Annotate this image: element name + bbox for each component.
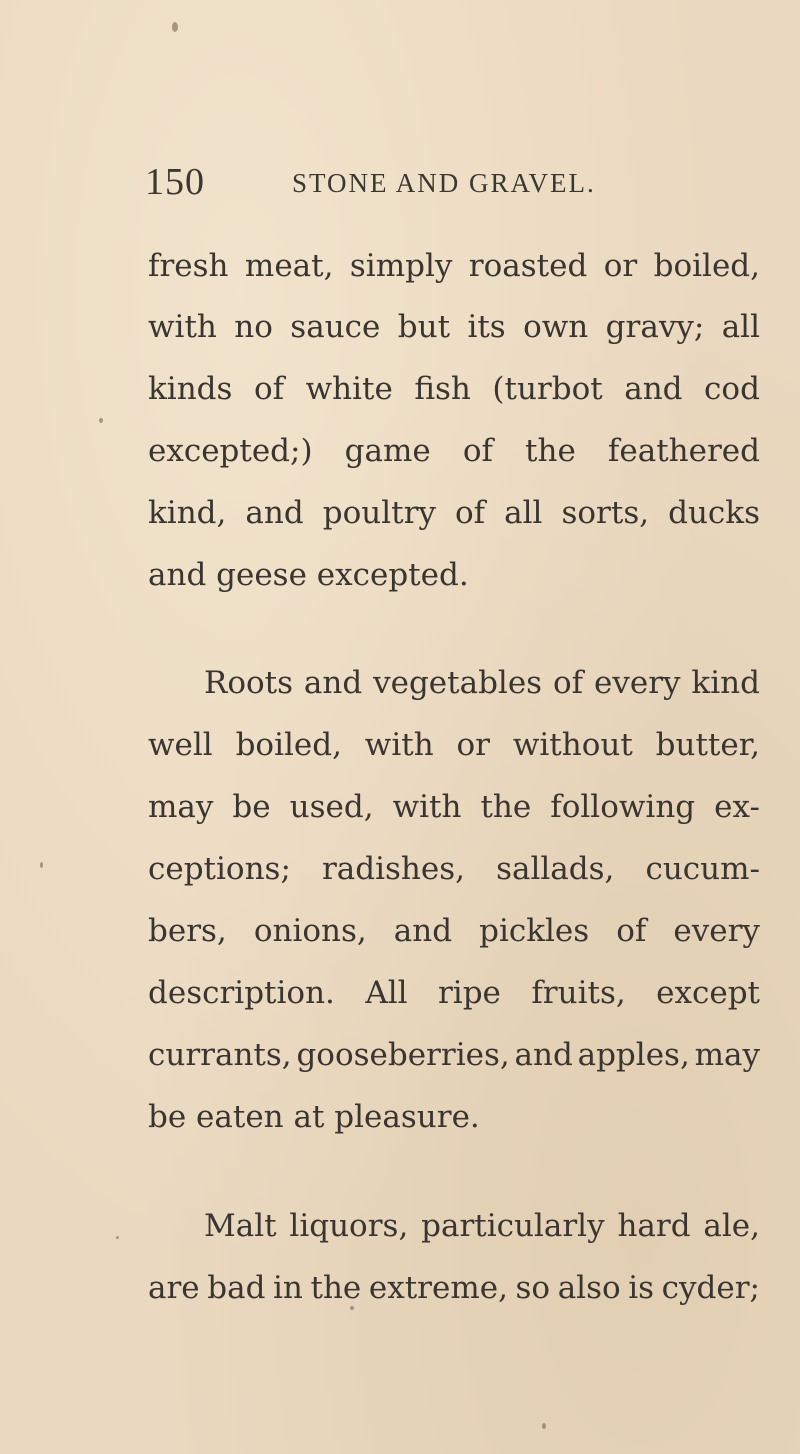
text-line: currants, gooseberries, and apples, may <box>148 1037 760 1073</box>
text-line: with no sauce but its own gravy; all <box>148 309 760 345</box>
text-line: description. All ripe fruits, except <box>148 975 760 1011</box>
text-line: Roots and vegetables of every kind <box>204 665 760 701</box>
text-line: and geese excepted. <box>148 557 469 593</box>
page-number: 150 <box>145 161 205 203</box>
running-head: STONE AND GRAVEL. <box>292 168 596 198</box>
paper-speck <box>350 1306 354 1310</box>
text-line: are bad in the extreme, so also is cyder; <box>148 1270 760 1306</box>
text-line: well boiled, with or without butter, <box>148 727 760 763</box>
paper-speck <box>116 1236 119 1239</box>
text-line: be eaten at pleasure. <box>148 1099 480 1135</box>
text-line: excepted;) game of the feathered <box>148 433 760 469</box>
paper-speck <box>99 418 103 423</box>
text-line: ceptions; radishes, sallads, cucum- <box>148 851 760 887</box>
text-line: kind, and poultry of all sorts, ducks <box>148 495 760 531</box>
text-line: bers, onions, and pickles of every <box>148 913 760 949</box>
page-header <box>145 160 765 220</box>
text-line: may be used, with the following ex- <box>148 789 760 825</box>
text-line: fresh meat, simply roasted or boiled, <box>148 248 760 284</box>
paper-speck <box>40 862 43 868</box>
text-line: Malt liquors, particularly hard ale, <box>204 1208 760 1244</box>
paper-speck <box>172 22 178 32</box>
paper-speck <box>542 1423 546 1429</box>
text-line: kinds of white fish (turbot and cod <box>148 371 760 407</box>
